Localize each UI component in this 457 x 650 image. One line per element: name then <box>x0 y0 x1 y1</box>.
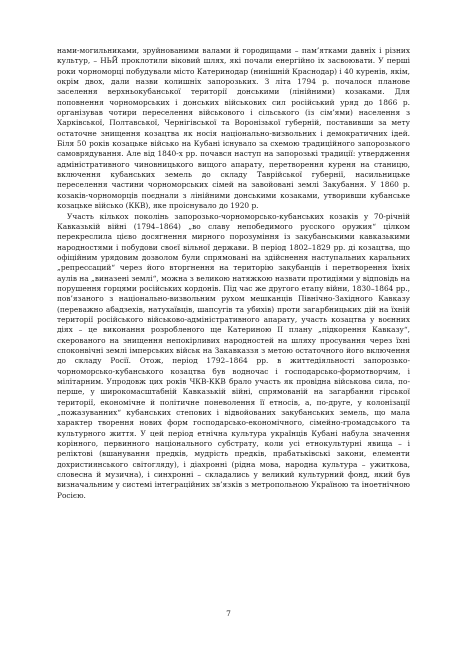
body-text <box>57 46 410 501</box>
page-number: 7 <box>226 609 231 618</box>
paragraph-2: Участь кількох поколінь запорозько-чорноморсько-кубанських козаків у 70-річній Кавказькій війні (1794–1864) „во славу непобедимого русского оружия“ цілком перекреслила цієво досягнення мирного порозуміння із закубанськими кавказькими народностями і побудови своєї вільної держави. В період 1802–1829 рр. ді козацтва, що офіційним урядовим дозволом були спрямовані на здійснення наступальних каральних „репрессаций“ через його вторгнення на територію закубанців і перетворення їхніх аулів на „виназені землі“, можна з великою натяжкою назвати протидіями у відповідь на порушення горцями російських кордонів. Під час же другого етапу війни, 1830–1864 рр., пов’язаного з національно-визвольним рухом мешканців Північно-Західного Кавказу (переважно абадзехів, натухаївців, шапсугів та убихів) проти загарбницьких дій на їхній території російського військово-адміністративного апарату, участь козацтва у воєнних діях – це виконання розробленого ще Катериною II плану „підкорення Кавказу“, скерованого на знищення непокірливих народностей на шляху просування через їхні споконвічні землі імперських військ на Закавказзя з метою остаточного його включення до складу Росії. Отож, період 1792–1864 рр. в життедіяльності запорозько-чорноморсько-кубанського козацтва був водночас і господарсько-формотворчим, і мілітарним. Упродовж цих років ЧКВ-ККВ брало участь як провідна військова сила, по-перше, у широкомасштабній Кавказькій війні, спрямованій на загарбання гірської території, економічне й політичне поневолення її етносів, а, по-друге, у колонізації „пожазуванних“ кубанських степових і відвойованих закубанських земель, що мала характер творення нових форм господарсько-економічного, сімейно-громадського та культурного життя. У цей період етнічна культура українців Кубані набула значення корінного, первинного національного субстрату, коли усі етнокультурні явища – і реліктові (вшанування предків, мудрість предків, прабатьківські закони, елементи дохристиянського світогляду), і діахронні (рідна мова, народна культура – ужиткова, словесна й музична), і синхронні – складались у великий культурний фонд, який був визначальним у системі інтеграційних зв’язків з метропольною Україною та іноетнічною Росією. <box>57 211 410 500</box>
paragraph-1: нами-могильниками, зруйнованими валами й городищами – пам’ятками давніх і різних культур, – НЬЙ проклотили віковий шлях, які почали енергійно іх засвоювати. У перші роки чорноморці побудували місто Катеринодар (нинішній Краснодар) і 40 куренів, якім, окрім двох, дали назви колишніх запорозьких. З літа 1794 р. почалося планове заселення верхньокубанської території донськими (лінійними) козаками. Для поповнення чорноморських і донських військових сил російський уряд до 1866 р. організував чотири переселення військового і сільського (із сім’ями) населення з Харківської, Полтавської, Чернігівської та Воронізької губерній, поставивши за мету остаточне знищення козацтва як носія національно-визвольних і демократичних ідей. Біля 50 років козацьке військо на Кубані існувало за схемою традиційного запорозького самоврядування. Але від 1840-х рр. почався наступ на запорозькі традиції: утвердження адміністративного чиновницького вищого апарату, перетворення куреня на станицю, включення кубанських земель до складу Таврійської губернії, насильницьке переселення частини чорноморських сімей на завойовані землі Закубання. У 1860 р. козаків-чорноморців поєднали з лінійними донськими козаками, утворивши кубанське козацьке військо (ККВ), яке проіснувало до 1920 р. <box>57 46 410 211</box>
